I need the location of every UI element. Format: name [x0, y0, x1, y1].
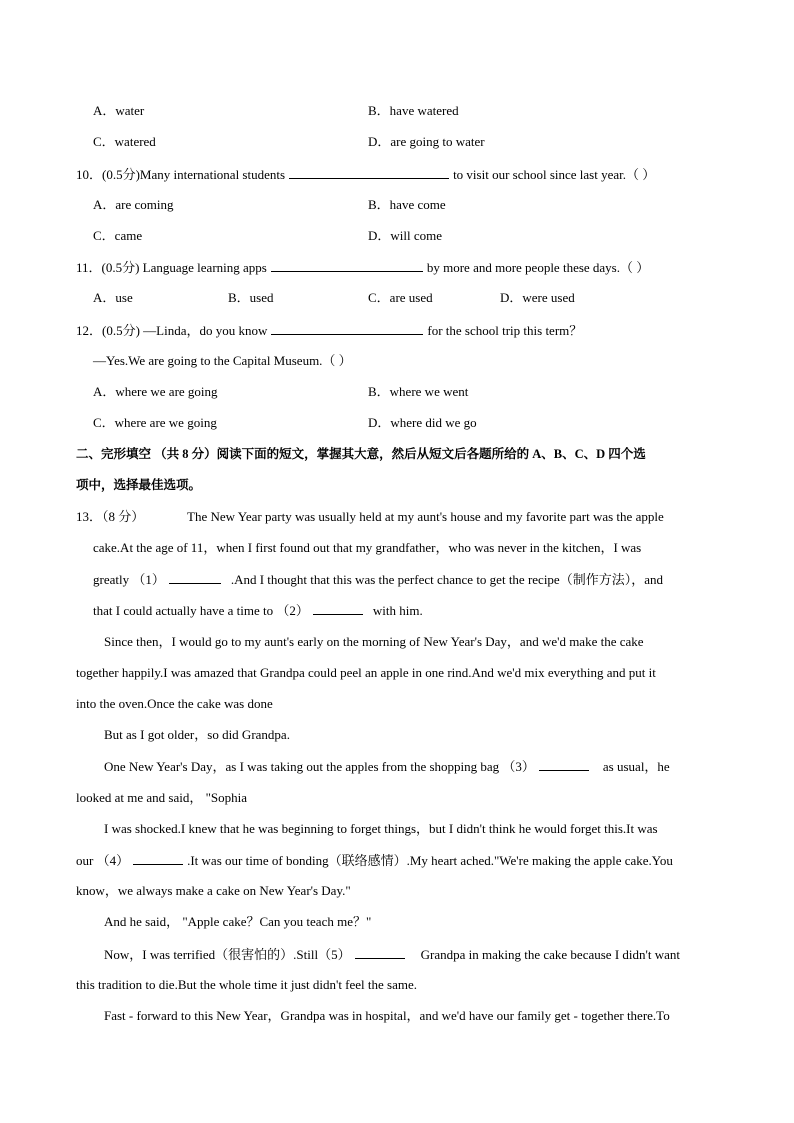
q10-option-b: B．have come: [368, 197, 446, 212]
q11-blank: [271, 259, 423, 272]
q13-blank-4: [133, 852, 183, 865]
q13-blank-1: [169, 571, 221, 584]
q13-para-6: And he said， "Apple cake？Can you teach me？": [104, 914, 372, 929]
q13-line-3: [93, 571, 719, 588]
q10-option-d: D．will come: [368, 228, 443, 243]
q13-line-4-start: that I could actually have a time to （2）: [93, 603, 309, 618]
q13-line-2: [93, 540, 719, 556]
q12-blank: [271, 322, 423, 335]
q13-para-4-start: One New Year's Day，as I was taking out the apples from the shopping bag （3）: [104, 759, 535, 774]
q13-number: 13．（8 分）: [76, 509, 145, 524]
q13-para-3: But as I got older，so did Grandpa.: [104, 727, 290, 742]
q13-para-8-line-1: Fast - forward to this New Year，Grandpa was in hospital，and we'd have our family get - together there.To: [104, 1008, 670, 1023]
q12-option-c: C．where are we going: [93, 415, 217, 430]
q10-blank: [289, 166, 449, 179]
q13-blank-3: [539, 758, 589, 771]
q13-para-5-line-2: [76, 852, 673, 869]
q13-para-7-start: Now，I was terrified（很害怕的）.Still（5）: [104, 947, 351, 962]
q12-option-b: B．where we went: [368, 384, 469, 399]
q13-blank-5: [355, 946, 405, 959]
q11-stem-start: 11．(0.5分) Language learning apps: [76, 260, 267, 275]
q13-para-7-line-1: [104, 946, 680, 963]
section-2-heading: 二、完形填空 （共 8 分）阅读下面的短文，掌握其大意，然后从短文后各题所给的 A、B、C、D 四个选: [76, 447, 646, 461]
q13-line-1: The New Year party was usually held at my aunt's house and my favorite part was the apple: [187, 509, 664, 524]
q13-para-4-line-1: [104, 758, 670, 775]
q13-line-3-start: greatly （1）: [93, 572, 165, 587]
q9-option-b: B．have watered: [368, 103, 459, 118]
q10-option-c: C．came: [93, 228, 143, 243]
q13-para-2-line-3: into the oven.Once the cake was done: [76, 696, 273, 711]
q13-para-5-line-3: know，we always make a cake on New Year's Day.": [76, 883, 351, 898]
q13-para-2-line-1: Since then，I would go to my aunt's early on the morning of New Year's Day，and we'd make the cake: [104, 634, 644, 649]
question-10-stem: [76, 166, 720, 183]
q9-option-d: D．are going to water: [368, 134, 485, 149]
q13-para-5-end: .It was our time of bonding（联络感情）.My heart ached."We're making the apple cake.You: [187, 853, 673, 868]
q13-para-5-line-1: I was shocked.I knew that he was beginning to forget things，but I didn't think he would forget this.It was: [104, 821, 658, 836]
q11-option-b: B．used: [228, 290, 274, 305]
q13-blank-2: [313, 602, 363, 615]
q11-stem-end: by more and more people these days.（ ）: [426, 260, 650, 275]
q13-para-5-start: our （4）: [76, 853, 130, 868]
q11-option-c: C．are used: [368, 290, 433, 305]
q12-option-a: A．where we are going: [93, 384, 218, 399]
q9-option-c: C．watered: [93, 134, 156, 149]
q12-option-d: D．where did we go: [368, 415, 477, 430]
question-12-stem: [76, 322, 582, 339]
q13-para-2-line-2: together happily.I was amazed that Grandpa could peel an apple in one rind.And we'd mix everything and put it: [76, 665, 656, 680]
q11-option-d: D．were used: [500, 290, 575, 305]
q13-para-4-line-2: looked at me and said， "Sophia: [76, 790, 248, 805]
section-2-heading-cont: 项中，选择最佳选项。: [76, 478, 202, 492]
q12-stem-end: for the school trip this term？: [427, 323, 583, 338]
q11-option-a: A．use: [93, 290, 133, 305]
q13-para-7-end: Grandpa in making the cake because I didn't want: [420, 947, 680, 962]
q13-line-2-text: cake.At the age of 11，when I first found out that my grandfather，who was never in the kitchen，I was: [93, 540, 642, 555]
q12-reply: —Yes.We are going to the Capital Museum.（ ）: [93, 353, 352, 368]
q9-option-a: A．water: [93, 103, 145, 118]
q13-para-4-end: as usual，he: [602, 759, 670, 774]
q10-option-a: A．are coming: [93, 197, 174, 212]
q10-stem-start: 10．(0.5分)Many international students: [76, 167, 286, 182]
question-11-stem: [76, 259, 649, 276]
q10-stem-end: to visit our school since last year.（ ）: [453, 167, 656, 182]
q13-line-4: [93, 602, 423, 619]
q12-stem-start: 12．(0.5分) —Linda，do you know: [76, 323, 268, 338]
q13-line-4-end: with him.: [372, 603, 423, 618]
q13-para-7-line-2: this tradition to die.But the whole time it just didn't feel the same.: [76, 977, 418, 992]
q13-line-3-end: .And I thought that this was the perfect chance to get the recipe（制作方法），and: [230, 572, 663, 587]
